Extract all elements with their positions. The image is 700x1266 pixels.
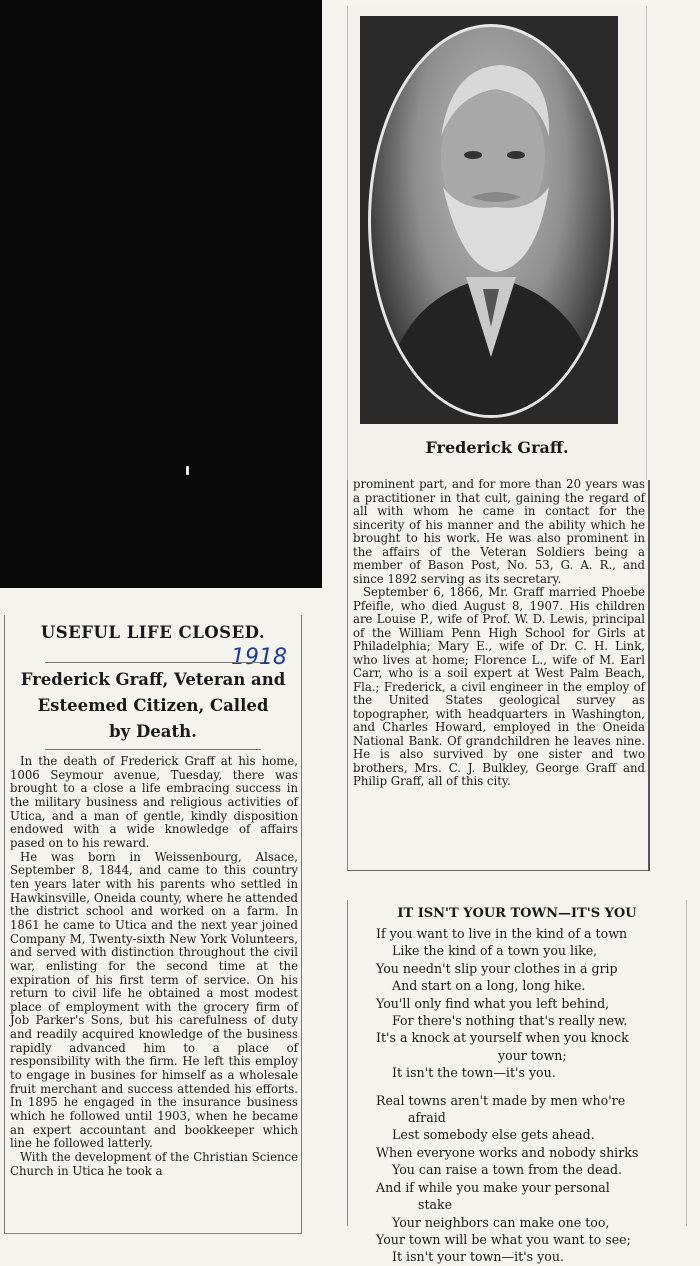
- poem-line: Your neighbors can make one too,: [392, 1214, 610, 1230]
- poem-clipping: [347, 900, 687, 1265]
- poem-line: For there's nothing that's really new.: [392, 1013, 628, 1029]
- article-paragraph: In the death of Frederick Graff at his home, 1006 Seymour avenue, Tuesday, there was brought to a close a life embracing success in the military business and religious activities of Utica, and a man of gentle, kindly disposition endowed with a wide knowledge of affairs pased on to his reward.: [10, 754, 298, 850]
- portrait-clipping: [347, 6, 647, 480]
- handwritten-year: 1918: [231, 645, 287, 670]
- poem-line: It's a knock at yourself when you knock: [376, 1030, 629, 1046]
- poem-line: Lest somebody else gets ahead.: [392, 1127, 595, 1143]
- subhead-line: Frederick Graff, Veteran and: [20, 670, 286, 689]
- subhead-line: Esteemed Citizen, Called: [37, 696, 269, 715]
- title-rule: [45, 662, 261, 663]
- stanza-gap: [348, 1082, 686, 1092]
- continuation-paragraph: September 6, 1866, Mr. Graff married Phoebe Pfeifle, who died August 8, 1907. His children are Louise P., wife of Prof. W. D. Lewis, principal of the William Penn High School for Girls at Philadelphia; Mary E., wife of Dr. C. H. Link, who lives at home; Florence L., wife of M. Earl Carr, who is a soil expert at West Palm Beach, Fla.; Frederick, a civil engineer in the employ of the United States geological survey as topographer, with headquarters in Washington, and Charles Howard, employed in the Oneida National Bank. Of grandchildren he leaves nine. He is also survived by one sister and two brothers, Mrs. C. J. Bulkley, George Graff and Philip Graff, all of this city.: [353, 585, 645, 788]
- article-paragraph: He was born in Weissenbourg, Alsace, September 8, 1844, and came to this country ten years later with his parents who settled in Hawkinsville, Oneida county, where he attended the district school and worked on a farm. In 1861 he came to Utica and the next year joined Company M, Twenty-sixth New York Volunteers, and served with distinction throughout the civil war, enlisting for the second time at the expiration of his first term of service. On his return to civil life he obtained a most modest place of employment with the grocery firm of Job Parker's Sons, but his carefulness of duty and readily acquired knowledge of the business rapidly advanced him to a place of responsibility with the firm. He left this employ to engage in busines for himself as a wholesale fruit merchant and success attended his efforts. In 1895 he engaged in the insurance business which he followed until 1903, when he became an expert accountant and bookkeeper which line he followed latterly.: [10, 849, 298, 1151]
- poem-line: Your town will be what you want to see;: [376, 1231, 631, 1247]
- poem-lines: [348, 925, 686, 1266]
- poem-line: It isn't the town—it's you.: [392, 1065, 556, 1081]
- poem-line: stake: [418, 1197, 453, 1213]
- poem-line: When everyone works and nobody shirks: [376, 1144, 639, 1160]
- poem-line: your town;: [498, 1047, 567, 1063]
- article-paragraph: With the development of the Christian Science Church in Utica he took a: [10, 1150, 298, 1178]
- poem-line: And start on a long, long hike.: [392, 978, 586, 994]
- poem-line: If you want to live in the kind of a town: [376, 926, 628, 941]
- subhead-line: by Death.: [109, 722, 197, 741]
- speck-mark: [186, 466, 189, 475]
- article-body: [10, 755, 298, 1178]
- poem-line: Like the kind of a town you like,: [392, 943, 598, 959]
- article-title: USEFUL LIFE CLOSED.: [40, 623, 266, 642]
- portrait-caption: Frederick Graff.: [425, 438, 569, 457]
- article-subhead: [5, 667, 301, 745]
- poem-line: It isn't your town—it's you.: [392, 1249, 564, 1265]
- portrait-photo: [368, 24, 614, 418]
- poem-title: IT ISN'T YOUR TOWN—IT'S YOU: [397, 906, 637, 921]
- continuation-paragraph: prominent part, and for more than 20 years was a practitioner in that cult, gaining the regard of all with whom he came in contact for the sincerity of his manner and the ability which he brought to his work. He was also prominent in the affairs of the Veteran Soldiers being a member of Bason Post, No. 53, G. A. R., and since 1892 serving as its secretary.: [353, 477, 645, 586]
- photo-frame: [360, 16, 618, 424]
- continuation-column: [347, 477, 650, 871]
- portrait-illustration: [371, 27, 611, 415]
- poem-line: Real towns aren't made by men who're: [376, 1092, 626, 1108]
- black-backing-area: [0, 0, 322, 588]
- poem-line: afraid: [408, 1110, 446, 1126]
- poem-line: And if while you make your personal: [376, 1179, 610, 1195]
- continuation-text: [353, 478, 645, 789]
- poem-line: You'll only find what you left behind,: [376, 995, 610, 1011]
- obituary-article: [4, 615, 302, 1234]
- subhead-rule: [45, 749, 261, 750]
- poem-line: You needn't slip your clothes in a grip: [376, 960, 618, 976]
- poem-line: You can raise a town from the dead.: [392, 1162, 623, 1178]
